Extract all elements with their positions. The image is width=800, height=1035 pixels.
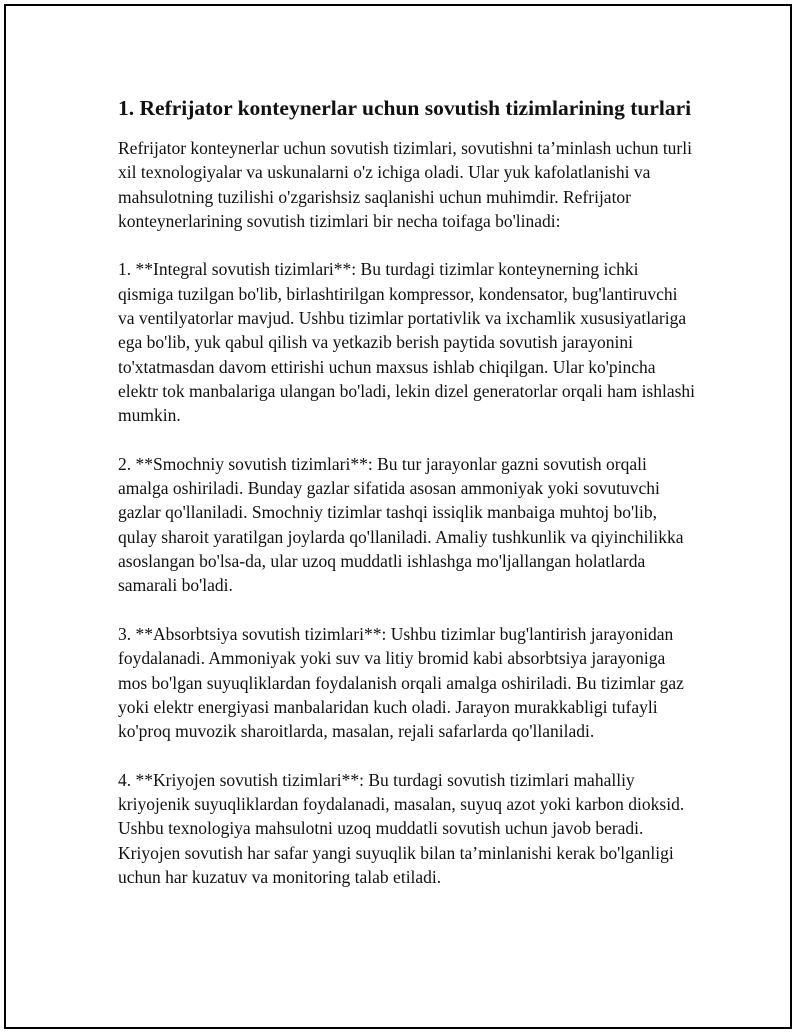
document-title: 1. Refrijator konteynerlar uchun sovutish tizimlarining turlari	[118, 96, 692, 120]
paragraph-smochniy-systems: 2. **Smochniy sovutish tizimlari**: Bu tur jarayonlar gazni sovutish orqali amalga oshiriladi. Bunday gazlar sifatida asosan ammoniyak yoki sovutuvchi gazlar qo'llaniladi. Smochniy tizimlar tashqi issiqlik manbaiga muhtoj bo'lib, qulay sharoit yaratilgan joylarda qo'llaniladi. Amaliy tushkunlik va qiyinchilikka asoslangan bo'lsa-da, ular uzoq muddatli ishlashga mo'ljallangan holatlarda samarali bo'ladi.	[118, 453, 684, 596]
intro-paragraph: Refrijator konteynerlar uchun sovutish tizimlari, sovutishni ta’minlash uchun turli xil texnologiyalar va uskunalarni o'z ichiga oladi. Ular yuk kafolatlanishi va mahsulotning tuzilishi o'zgarishsiz saqlanishi uchun muhimdir. Refrijator konteynerlarining sovutish tizimlari bir necha toifaga bo'linadi:	[118, 138, 692, 231]
paragraph-absorption-systems: 3. **Absorbtsiya sovutish tizimlari**: Ushbu tizimlar bug'lantirish jarayonidan foydalanadi. Ammoniyak yoki suv va litiy bromid kabi absorbtsiya jarayoniga mos bo'lgan suyuqliklardan foydalanish orqali amalga oshiriladi. Bu tizimlar gaz yoki elektr energiyasi manbalaridan kuch oladi. Jarayon murakkabligi tufayli ko'proq muvozik sharoitlarda, masalan, rejali safarlarda qo'llaniladi.	[118, 623, 684, 742]
paragraph-cryogenic-systems: 4. **Kriyojen sovutish tizimlari**: Bu turdagi sovutish tizimlari mahalliy kriyojenik suyuqliklardan foydalanadi, masalan, suyuq azot yoki karbon dioksid. Ushbu texnologiya mahsulotni uzoq muddatli sovutish uchun javob beradi. Kriyojen sovutish har safar yangi suyuqlik bilan ta’minlanishi kerak bo'lganligi uchun har kuzatuv va monitoring talab etiladi.	[118, 769, 685, 887]
document-body	[118, 94, 698, 889]
paragraph-integral-systems: 1. **Integral sovutish tizimlari**: Bu turdagi tizimlar konteynerning ichki qismiga tuzilgan bo'lib, birlashtirilgan kompressor, kondensator, bug'lantiruvchi va ventilyatorlar mavjud. Ushbu tizimlar portativlik va ixchamlik xususiyatlariga ega bo'lib, yuk qabul qilish va yetkazib berish paytida sovutish jarayonini to'xtatmasdan davom ettirishi uchun maxsus ishlab chiqilgan. Ular ko'pincha elektr tok manbalariga ulangan bo'ladi, lekin dizel generatorlar orqali ham ishlashi mumkin.	[118, 259, 696, 426]
document-page	[4, 4, 792, 1029]
